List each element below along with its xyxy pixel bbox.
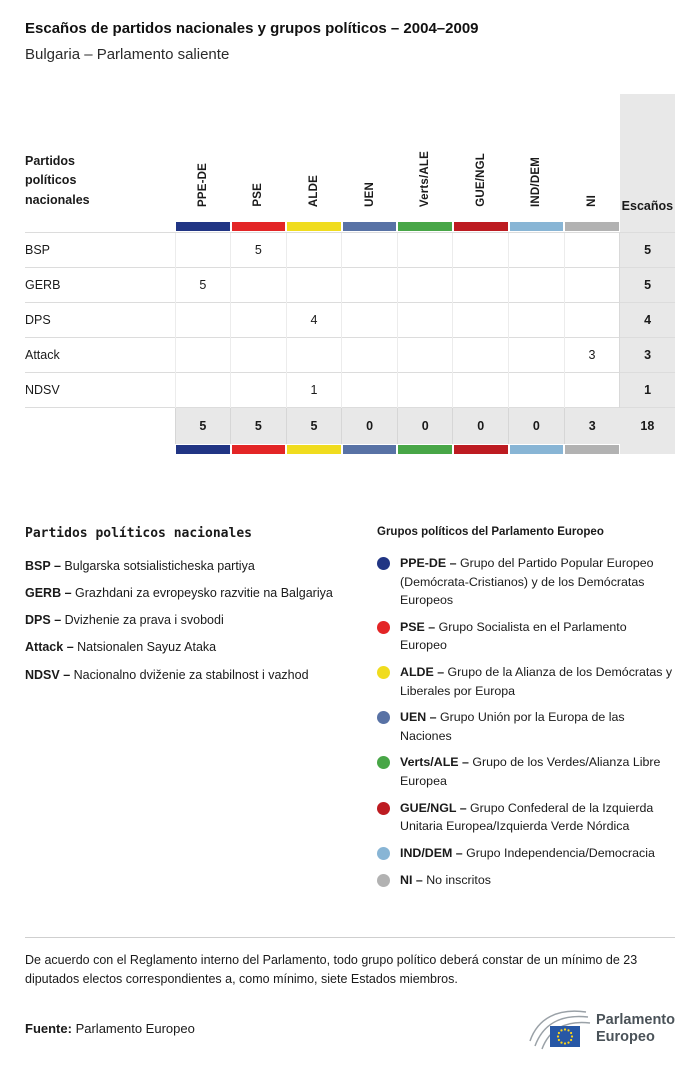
color-bar-ind-dem (510, 445, 564, 454)
divider (25, 937, 675, 938)
group-color-dot (377, 874, 390, 887)
seat-cell (175, 372, 231, 407)
seat-cell (509, 232, 565, 267)
row-seats-total: 5 (620, 232, 675, 267)
source-line: Fuente: Parlamento Europeo (25, 1021, 195, 1037)
table-row-gerb (25, 267, 675, 302)
table-header-row (25, 94, 675, 222)
seat-cell (286, 267, 342, 302)
color-bar-uen (343, 445, 397, 454)
bottom-color-bar-row (25, 444, 675, 454)
seat-cell (342, 372, 398, 407)
total-cell: 5 (286, 407, 342, 444)
national-parties-legend (25, 526, 377, 897)
column-header-uen: UEN (363, 182, 376, 207)
seat-cell (286, 337, 342, 372)
seat-cell (175, 232, 231, 267)
group-color-dot (377, 557, 390, 570)
column-header-ind-dem: IND/DEM (530, 157, 543, 207)
corner-header (25, 94, 175, 222)
grand-total: 18 (620, 407, 675, 444)
seat-cell (453, 372, 509, 407)
color-bar-alde (287, 445, 341, 454)
seat-cell (453, 302, 509, 337)
party-legend-item: DPS – Dvizhenie za prava i svobodi (25, 613, 224, 628)
color-bar-verts-ale (398, 445, 452, 454)
seat-cell: 1 (286, 372, 342, 407)
seat-cell (342, 267, 398, 302)
row-seats-total: 5 (620, 267, 675, 302)
top-color-bar-row (25, 222, 675, 232)
group-color-dot (377, 621, 390, 634)
group-legend-item: Verts/ALE – Grupo de los Verdes/Alianza Libre Europea (377, 753, 675, 790)
color-bar-uen (343, 222, 397, 231)
political-groups-legend (377, 526, 675, 897)
color-bar-ni (565, 222, 619, 231)
seat-cell (175, 302, 231, 337)
seat-cell (509, 372, 565, 407)
seats-column-header: Escaños (620, 94, 675, 222)
color-bar-pse (232, 445, 286, 454)
table-row-dps (25, 302, 675, 337)
legends (25, 526, 675, 897)
total-cell: 0 (342, 407, 398, 444)
seat-cell (231, 267, 287, 302)
seat-cell (231, 372, 287, 407)
color-bar-alde (287, 222, 341, 231)
seat-cell (342, 302, 398, 337)
seat-cell (453, 337, 509, 372)
footnote: De acuerdo con el Reglamento interno del Parlamento, todo grupo político deberá constar de un mínimo de 23 diputados electos correspondientes a, como mínimo, siete Estados miembros. (25, 953, 638, 986)
row-seats-total: 3 (620, 337, 675, 372)
table-row-ndsv (25, 372, 675, 407)
party-legend-item: BSP – Bulgarska sotsialisticheska partiya (25, 559, 255, 573)
seat-cell (453, 232, 509, 267)
color-bar-ind-dem (510, 222, 564, 231)
seat-cell (509, 302, 565, 337)
seat-cell (286, 232, 342, 267)
total-cell: 0 (509, 407, 565, 444)
seat-cell (342, 337, 398, 372)
seat-cell (397, 232, 453, 267)
ep-logo-mark (528, 1005, 592, 1053)
source-row (25, 1005, 675, 1067)
national-parties-legend-heading: Partidos políticos nacionales (25, 526, 252, 541)
political-groups-legend-heading: Grupos políticos del Parlamento Europeo (377, 526, 604, 538)
column-header-gue-ngl: GUE/NGL (474, 153, 487, 207)
table-row-attack (25, 337, 675, 372)
total-cell: 3 (564, 407, 620, 444)
color-bar-gue-ngl (454, 222, 508, 231)
seat-cell (564, 232, 620, 267)
seat-cell (509, 267, 565, 302)
total-cell: 0 (453, 407, 509, 444)
page-subtitle: Bulgaria – Parlamento saliente (25, 46, 230, 63)
seat-cell (397, 267, 453, 302)
party-name: NDSV (25, 372, 175, 407)
ep-logo-text: Parlamento Europeo (596, 1011, 675, 1045)
seat-cell (564, 302, 620, 337)
party-name: GERB (25, 267, 175, 302)
group-legend-item: UEN – Grupo Unión por la Europa de las Naciones (377, 708, 675, 745)
column-header-alde: ALDE (307, 174, 320, 207)
party-legend-item: GERB – Grazhdani za evropeysko razvitie na Balgariya (25, 586, 333, 601)
seat-cell: 3 (564, 337, 620, 372)
seat-cell: 5 (175, 267, 231, 302)
party-name: BSP (25, 232, 175, 267)
color-bar-gue-ngl (454, 445, 508, 454)
row-seats-total: 1 (620, 372, 675, 407)
group-color-dot (377, 802, 390, 815)
group-legend-item: IND/DEM – Grupo Independencia/Democracia (377, 844, 675, 863)
seat-cell (175, 337, 231, 372)
total-cell: 5 (231, 407, 287, 444)
seat-cell (397, 372, 453, 407)
column-header-ppe-de: PPE-DE (196, 162, 209, 207)
group-legend-item: PPE-DE – Grupo del Partido Popular Europeo (Demócrata-Cristianos) y de los Demócratas Europeos (377, 554, 675, 610)
seats-table (25, 94, 675, 454)
group-legend-item: ALDE – Grupo de la Alianza de los Demócratas y Liberales por Europa (377, 663, 675, 700)
column-header-pse: PSE (252, 183, 265, 207)
seat-cell (342, 232, 398, 267)
color-bar-pse (232, 222, 286, 231)
seat-cell (231, 337, 287, 372)
group-legend-item: PSE – Grupo Socialista en el Parlamento Europeo (377, 618, 675, 655)
color-bar-ppe-de (176, 445, 230, 454)
column-header-ni: NI (585, 195, 598, 207)
seat-cell (564, 267, 620, 302)
row-seats-total: 4 (620, 302, 675, 337)
seat-cell (397, 302, 453, 337)
ep-logo (528, 1005, 675, 1053)
color-bar-verts-ale (398, 222, 452, 231)
total-cell: 5 (175, 407, 231, 444)
seat-cell: 5 (231, 232, 287, 267)
totals-row (25, 407, 675, 444)
group-legend-item: GUE/NGL – Grupo Confederal de la Izquierda Unitaria Europea/Izquierda Verde Nórdica (377, 799, 675, 836)
table-row-bsp (25, 232, 675, 267)
group-color-dot (377, 666, 390, 679)
party-name: DPS (25, 302, 175, 337)
page-title: Escaños de partidos nacionales y grupos políticos – 2004–2009 (25, 20, 479, 37)
group-legend-item: NI – No inscritos (377, 871, 675, 890)
group-color-dot (377, 756, 390, 769)
color-bar-ni (565, 445, 619, 454)
party-name: Attack (25, 337, 175, 372)
column-header-verts-ale: Verts/ALE (419, 150, 432, 207)
total-cell: 0 (397, 407, 453, 444)
corner-label: Partidos políticos nacionales (25, 153, 90, 207)
seat-cell (453, 267, 509, 302)
seat-cell (509, 337, 565, 372)
seat-cell (564, 372, 620, 407)
seat-cell (231, 302, 287, 337)
group-color-dot (377, 847, 390, 860)
party-legend-item: Attack – Natsionalen Sayuz Ataka (25, 640, 217, 655)
party-legend-item: NDSV – Nacionalno dviženie za stabilnost i vazhod (25, 667, 309, 682)
color-bar-ppe-de (176, 222, 230, 231)
group-color-dot (377, 711, 390, 724)
seat-cell (397, 337, 453, 372)
seat-cell: 4 (286, 302, 342, 337)
